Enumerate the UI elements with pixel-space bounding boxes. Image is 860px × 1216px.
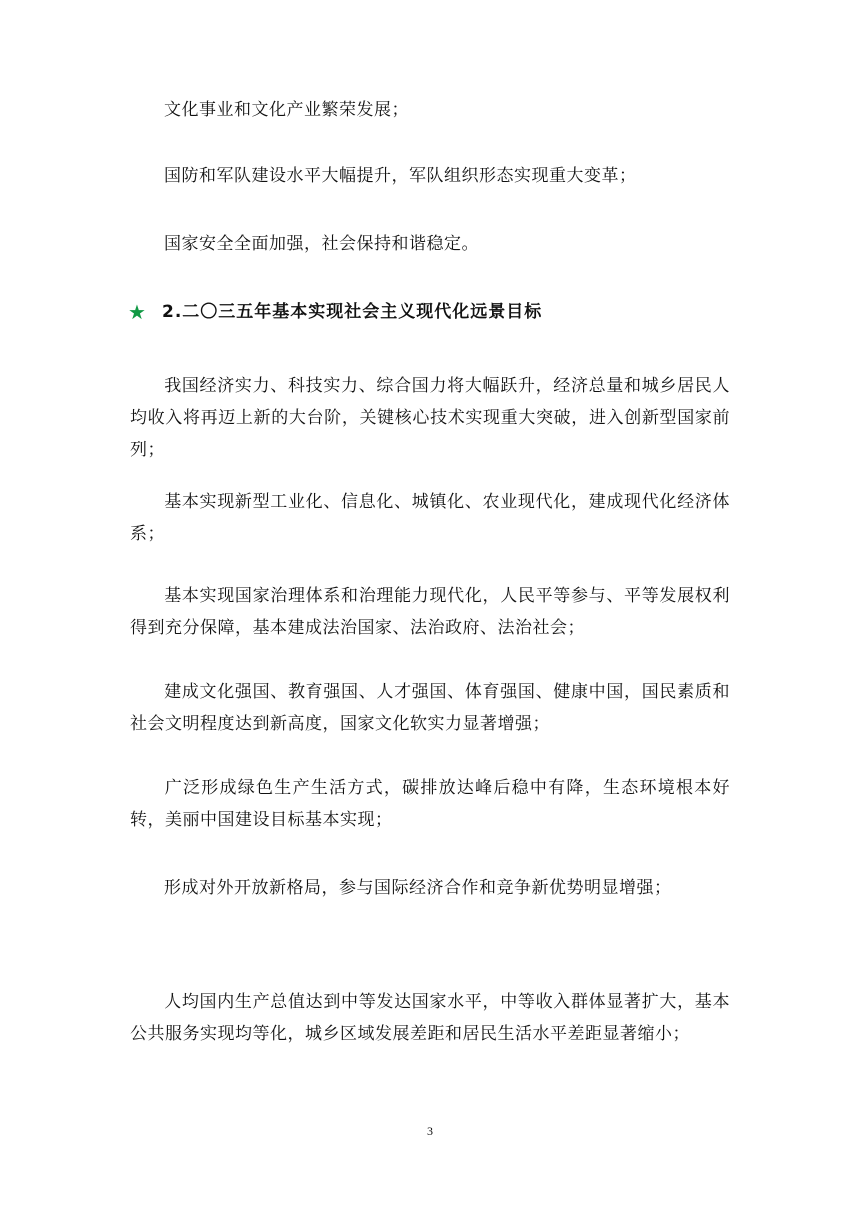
paragraph: 基本实现新型工业化、信息化、城镇化、农业现代化，建成现代化经济体系； <box>130 492 730 544</box>
paragraph: 国家安全全面加强，社会保持和谐稳定。 <box>164 234 479 254</box>
paragraph: 基本实现国家治理体系和治理能力现代化，人民平等参与、平等发展权利得到充分保障，基本建成法治国家、法治政府、法治社会； <box>130 586 730 638</box>
paragraph: 国防和军队建设水平大幅提升，军队组织形态实现重大变革； <box>164 166 637 186</box>
paragraph: 建成文化强国、教育强国、人才强国、体育强国、健康中国，国民素质和社会文明程度达到新高度，国家文化软实力显著增强； <box>130 682 730 734</box>
paragraph: 广泛形成绿色生产生活方式，碳排放达峰后稳中有降，生态环境根本好转，美丽中国建设目标基本实现； <box>130 778 730 830</box>
star-icon: ★ <box>128 300 147 324</box>
paragraph: 形成对外开放新格局，参与国际经济合作和竞争新优势明显增强； <box>164 878 672 898</box>
paragraph: 人均国内生产总值达到中等发达国家水平，中等收入群体显著扩大，基本公共服务实现均等化，城乡区域发展差距和居民生活水平差距显著缩小； <box>130 992 730 1044</box>
section-heading <box>128 296 728 328</box>
paragraph: 文化事业和文化产业繁荣发展； <box>164 100 409 120</box>
section-title: 2.二〇三五年基本实现社会主义现代化远景目标 <box>162 302 543 322</box>
paragraph: 我国经济实力、科技实力、综合国力将大幅跃升，经济总量和城乡居民人均收入将再迈上新的大台阶，关键核心技术实现重大突破，进入创新型国家前列； <box>130 376 730 460</box>
page-number: 3 <box>427 1124 433 1138</box>
